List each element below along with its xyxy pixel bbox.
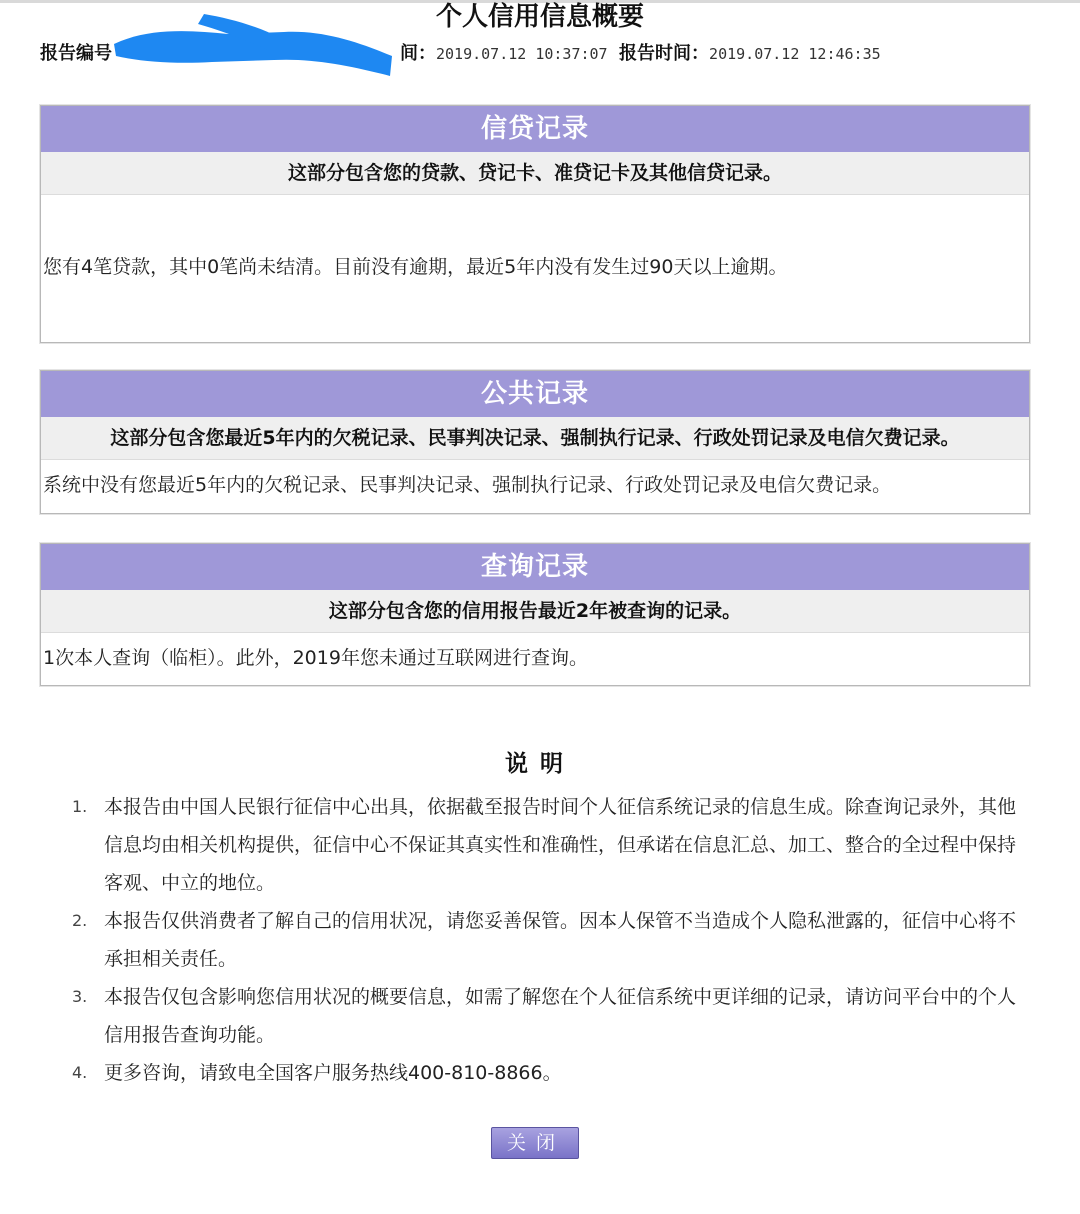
query-records-subheader: 这部分包含您的信用报告最近2年被查询的记录。 [41,590,1029,633]
public-records-section [40,370,1030,514]
note-item [72,1054,1032,1092]
query-records-header: 查询记录 [41,544,1029,590]
note-text: 更多咨询，请致电全国客户服务热线400-810-8866。 [104,1062,562,1084]
public-records-header: 公共记录 [41,371,1029,417]
credit-records-section [40,105,1030,343]
note-number: 3. [72,987,88,1006]
note-number: 4. [72,1063,88,1082]
report-no-label: 报告编号 [40,43,112,64]
note-number: 2. [72,911,88,930]
credit-records-subheader: 这部分包含您的贷款、贷记卡、准贷记卡及其他信贷记录。 [41,152,1029,195]
credit-records-header: 信贷记录 [41,106,1029,152]
page-title: 个人信用信息概要 [435,2,644,32]
note-item [72,902,1032,978]
public-records-body: 系统中没有您最近5年内的欠税记录、民事判决记录、强制执行记录、行政处罚记录及电信欠费记录。 [43,474,892,496]
query-records-body: 1次本人查询（临柜）。此外，2019年您未通过互联网进行查询。 [43,647,588,669]
report-time-value: 2019.07.12 12:46:35 [709,45,881,63]
note-number: 1. [72,797,88,816]
public-records-subheader: 这部分包含您最近5年内的欠税记录、民事判决记录、强制执行记录、行政处罚记录及电信欠费记录。 [41,417,1029,460]
close-button[interactable]: 关闭 [491,1127,579,1159]
note-item [72,788,1032,902]
query-records-section [40,543,1030,686]
note-text: 本报告由中国人民银行征信中心出具，依据截至报告时间个人征信系统记录的信息生成。除查询记录外，其他信息均由相关机构提供，征信中心不保证其真实性和准确性，但承诺在信息汇总、加工、整合的全过程中保持客观、中立的地位。 [104,796,1017,894]
note-text: 本报告仅包含影响您信用状况的概要信息，如需了解您在个人征信系统中更详细的记录，请访问平台中的个人信用报告查询功能。 [104,986,1017,1046]
credit-records-body: 您有4笔贷款，其中0笔尚未结清。目前没有逾期，最近5年内没有发生过90天以上逾期。 [43,256,788,278]
report-time-label: 报告时间： [619,43,710,64]
note-item [72,978,1032,1054]
report-meta [40,40,1040,68]
note-text: 本报告仅供消费者了解自己的信用状况，请您妥善保管。因本人保管不当造成个人隐私泄露的，征信中心将不承担相关责任。 [104,910,1017,970]
query-time-label: 间： [400,43,436,64]
query-time-value: 2019.07.12 10:37:07 [436,45,608,63]
notes-title: 说明 [505,751,575,777]
notes-list [72,788,1032,1092]
